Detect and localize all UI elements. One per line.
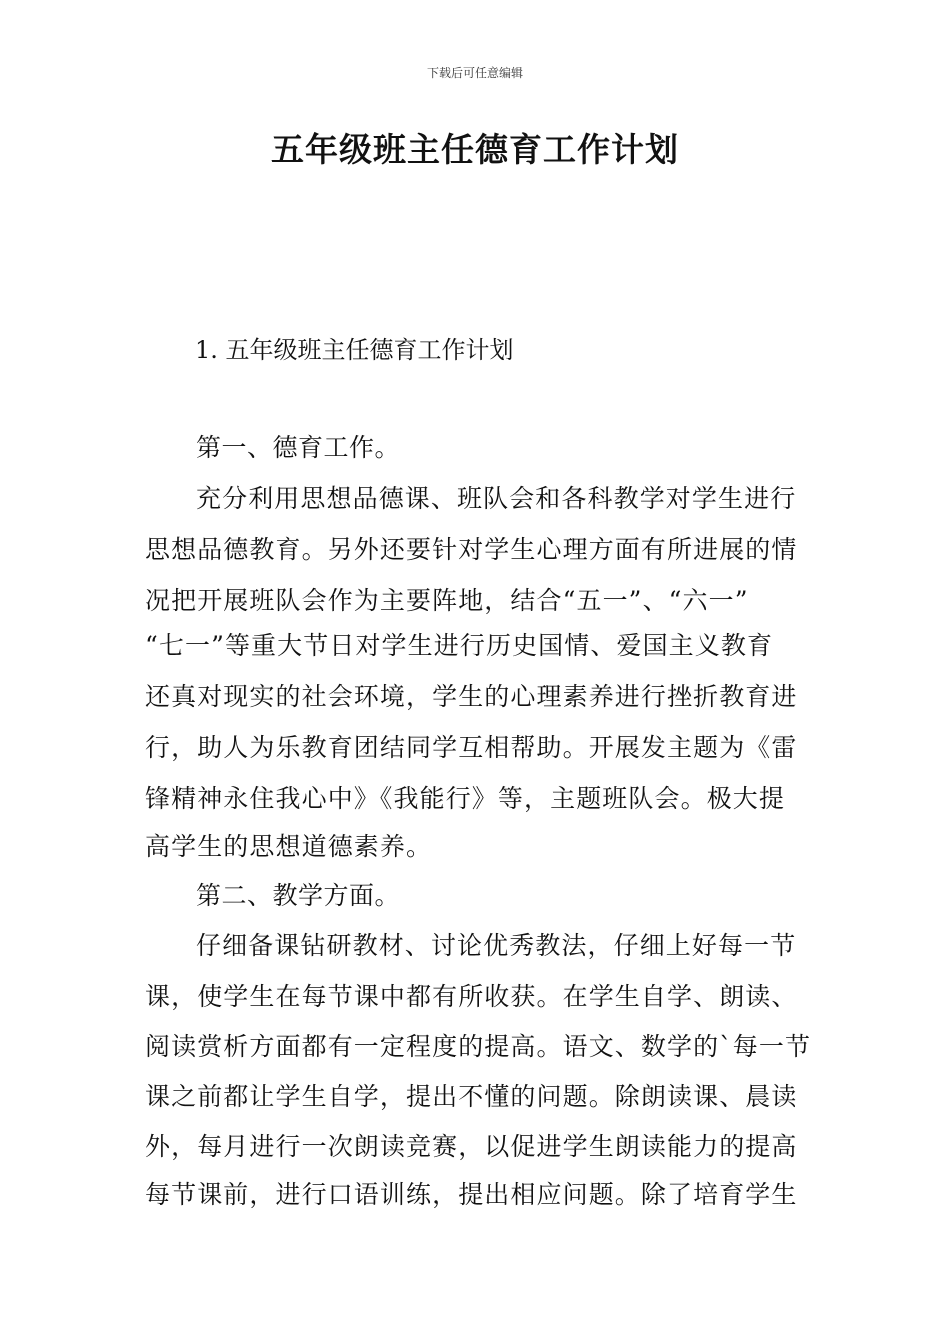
paragraph-line: 锋精神永住我心中》《我能行》等，主题班队会。极大提 — [145, 784, 786, 813]
document-title: 五年级班主任德育工作计划 — [271, 130, 679, 169]
section-heading-teaching: 第二、教学方面。 — [196, 881, 401, 910]
paragraph-line: 外，每月进行一次朗读竞赛，以促进学生朗读能力的提高 — [145, 1132, 798, 1161]
paragraph-line: 高学生的思想道德素养。 — [145, 832, 433, 861]
paragraph-line: 行，助人为乐教育团结同学互相帮助。开展发主题为《雷 — [145, 733, 798, 762]
paragraph-line: 思想品德教育。另外还要针对学生心理方面有所进展的情 — [145, 535, 798, 564]
section-heading-moral: 第一、德育工作。 — [196, 433, 401, 462]
paragraph-line: 每节课前，进行口语训练，提出相应问题。除了培育学生 — [145, 1180, 798, 1209]
paragraph-line: “七一”等重大节日对学生进行历史国情、爱国主义教育 — [145, 631, 774, 660]
paragraph-line: 仔细备课钻研教材、讨论优秀教法，仔细上好每一节 — [196, 931, 797, 960]
paragraph-line: 还真对现实的社会环境，学生的心理素养进行挫折教育进 — [145, 682, 798, 711]
paragraph-line: 阅读赏析方面都有一定程度的提高。语文、数学的`每一节 — [145, 1032, 812, 1061]
paragraph-line: 充分利用思想品德课、班队会和各科教学对学生进行 — [196, 484, 797, 513]
paragraph-line: 课之前都让学生自学，提出不懂的问题。除朗读课、晨读 — [145, 1082, 798, 1111]
paragraph-line: 课，使学生在每节课中都有所收获。在学生自学、朗读、 — [145, 982, 798, 1011]
page-header-note: 下载后可任意编辑 — [426, 66, 523, 80]
paragraph-line: 况把开展班队会作为主要阵地，结合“五一”、“六一” — [145, 586, 749, 615]
section-subtitle: 1. 五年级班主任德育工作计划 — [195, 336, 514, 364]
